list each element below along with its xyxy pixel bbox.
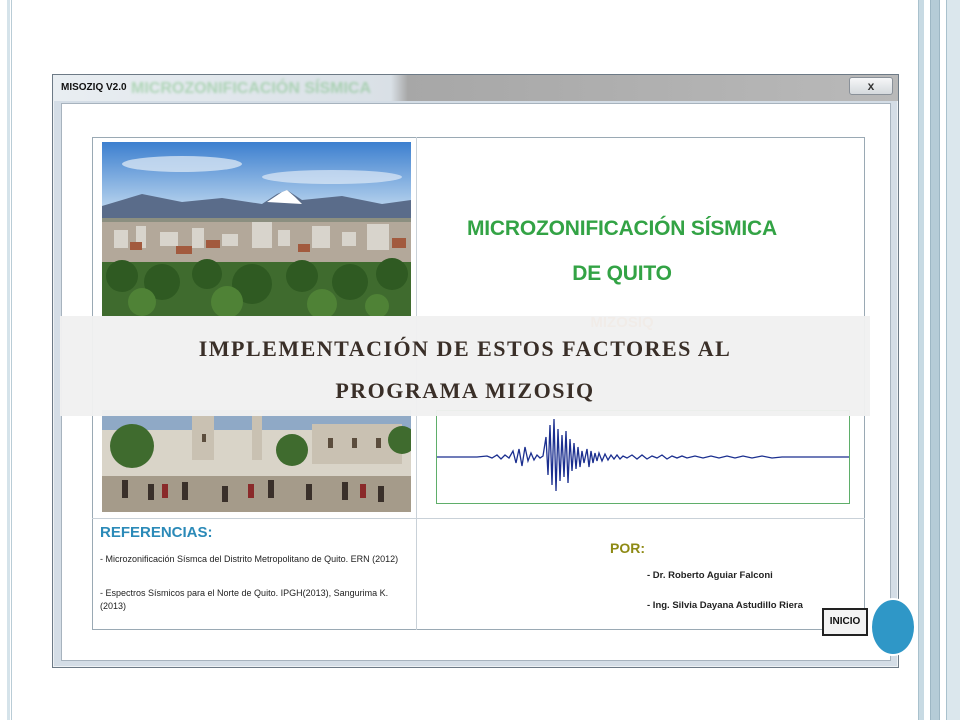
close-icon: x (867, 79, 875, 93)
title-watermark: MICROZONIFICACIÓN SÍSMICA (131, 80, 371, 97)
reference-item: - Microzonificación Sísmca del Distrito Metropolitano de Quito. ERN (2012) (100, 554, 399, 564)
slide-title-line1: IMPLEMENTACIÓN DE ESTOS FACTORES AL (198, 336, 732, 361)
window-title: MISOZIQ V2.0 (61, 82, 127, 93)
app-title-line1: MICROZONIFICACIÓN SÍSMICA (467, 217, 777, 240)
app-title-line2: DE QUITO (572, 262, 672, 285)
close-button[interactable] (849, 77, 893, 95)
author-item: - Ing. Silvia Dayana Astudillo Riera (647, 600, 803, 611)
quito-plaza-photo (102, 410, 411, 512)
inicio-button[interactable]: INICIO (822, 608, 868, 636)
seismogram-trace (437, 411, 849, 503)
row-divider (92, 518, 865, 519)
references-heading: REFERENCIAS: (100, 524, 213, 541)
quito-plaza-image (102, 410, 411, 512)
slide-accent-circle (870, 598, 916, 656)
reference-item: - Espectros Sísmicos para el Norte de Quito. IPGH(2013), Sangurima K. (2013) (100, 588, 389, 611)
quito-city-image (102, 142, 411, 316)
slide-title-line2: PROGRAMA MIZOSIQ (335, 378, 595, 403)
slide-right-border (918, 0, 960, 720)
seismogram-panel (436, 410, 850, 504)
slide-left-border (0, 0, 12, 720)
slide-title (60, 328, 870, 412)
window-titlebar[interactable] (53, 75, 898, 101)
quito-city-photo (102, 142, 411, 316)
authors-heading: POR: (610, 540, 645, 556)
author-item: - Dr. Roberto Aguiar Falconi (647, 570, 773, 581)
slide-title-banner (60, 316, 870, 416)
